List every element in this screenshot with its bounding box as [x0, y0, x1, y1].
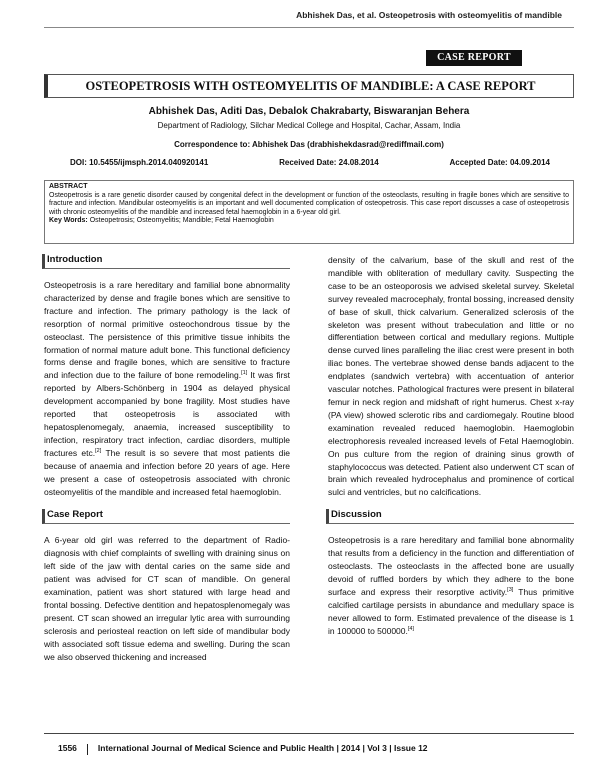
case-report-badge: CASE REPORT	[426, 50, 522, 66]
case-report-continued-paragraph: density of the calvarium, base of the skull and rest of the mandible with obliteration of medullary cavity. Suspecting the case to be an osteoporosis we advised skeletal survey. Skeletal survey revealed macrocephaly, frontal bossing, increased density of base of skull, thick calvarium. Generalized sclerosis of the skeleton was present without trabeculation and little or no differentiation between cortical and medullary regions. Multiple dense curved lines paralleling the iliac crest were present in both iliac bones. The vertebrae showed dense bands adjacent to the endplates (sandwich vertebra) with accentuation of anterior vascular notches. Pathological fractures were present in bilateral femur in neck region and midshaft of right humerus. Chest x-ray (PA view) showed sclerotic ribs and cardiomegaly. Routine blood examination revealed reduced haemoglobin. Haemoglobin electrophoresis revealed increased levels of Fetal Haemoglobin. On pus culture from the region of draining sinus growth of staphylococcus was detected. Patient also underwent CT scan of brain which revealed hydrocephalus and prominence of cortical sulci and ventricles, but no calcifications.	[328, 255, 574, 498]
doi[interactable]: DOI: 10.5455/ijmsph.2014.040920141	[70, 158, 209, 167]
page-footer	[58, 743, 428, 755]
citation-4[interactable]: [4]	[407, 625, 415, 632]
accepted-date: Accepted Date: 04.09.2014	[449, 158, 550, 167]
citation-2[interactable]: [2]	[95, 447, 102, 454]
keywords-label: Key Words:	[49, 217, 88, 225]
citation-1[interactable]: [1]	[241, 370, 248, 377]
correspondence: Correspondence to: Abhishek Das (drabhishekdasrad@rediffmail.com)	[174, 140, 444, 149]
keywords: Osteopetrosis; Osteomyelitis; Mandible; Fetal Haemoglobin	[89, 217, 274, 225]
abstract-box	[44, 180, 574, 244]
page-number: 1556	[58, 743, 77, 753]
running-head: Abhishek Das, et al. Osteopetrosis with osteomyelitis of mandible	[296, 10, 562, 20]
case-report-heading: Case Report	[42, 509, 290, 524]
journal-info: International Journal of Medical Science and Public Health | 2014 | Vol 3 | Issue 12	[97, 743, 428, 753]
citation-3[interactable]: [3]	[507, 587, 514, 594]
left-column	[44, 254, 290, 663]
header-rule	[44, 27, 574, 28]
case-report-paragraph: A 6-year old girl was referred to the department of Radio-diagnosis with chief complaints of swelling with draining sinus on left side of the jaw with dental caries on the same side and patient was advised for CT scan of mandible. On general examination, patient was short statured with large head and frontal bossing. Defective dentition and hepatosplenomegaly was present. CT scan showed an irregular lytic area with surrounding sclerosis and periosteal reaction on left side of mandibular body with associated soft tissue edema and swelling. During the scan we also observed thickening and increased	[44, 535, 290, 662]
introduction-heading: Introduction	[42, 254, 290, 269]
affiliation: Department of Radiology, Silchar Medical College and Hospital, Cachar, Assam, India	[157, 121, 461, 130]
right-column	[328, 254, 574, 637]
discussion-heading: Discussion	[326, 509, 574, 524]
discussion-paragraph: Osteopetrosis is a rare hereditary and familial bone abnormality that results from a deficiency in the function and differentiation of osteoclasts. The osteoclasts in the affected bone are usually devoid of ruffled borders by which they adhere to the bone surface and express their resorptive activity.[3] Thus primitive calcified cartilage persists in abundance and medullary space is never allowed to form. Estimated prevalence of the disease is 1 in 100000 to 500000.[4]	[328, 535, 574, 636]
author-list: Abhishek Das, Aditi Das, Debalok Chakrabarty, Biswaranjan Behera	[148, 106, 470, 117]
footer-rule	[44, 733, 574, 734]
received-date: Received Date: 24.08.2014	[279, 158, 379, 167]
abstract-text: Osteopetrosis is a rare genetic disorder caused by congenital defect in the development or function of the osteoclasts, resulting in fragile bones which are sensitive to fracture and infection. Mandibular osteomyelitis is an important and well documented complication of osteopetrosis. This case report discusses a case of osteopetrosis with chronic osteomyelitis of the mandible and increased fetal haemoglobin in a 6-year old girl.	[49, 191, 569, 216]
article-title: OSTEOPETROSIS WITH OSTEOMYELITIS OF MANDIBLE: A CASE REPORT	[44, 74, 574, 98]
article-meta	[70, 158, 550, 167]
abstract-label: ABSTRACT	[49, 183, 88, 190]
footer-separator	[87, 744, 88, 755]
introduction-paragraph: Osteopetrosis is a rare hereditary and familial bone abnormality characterized by dense and fragile bones which are sensitive to fracture and infection. The primary pathology is the lack of resorption of normal primitive osteochondrous tissue by the osteoclast. The persistence of this primitive tissue inhibits the formation of normal mature adult bone. This functional deficiency forms dense and fragile bones, which are sensitive to fracture and infection due to the failure of bone remodeling.[1] It was first reported by Albers-Schönberg in 1904 as delayed physical development accompanied by bone fragility. Most studies have reported that osteopetrosis is associated with hepatosplenomegaly, anaemia, increased susceptibility to infection, respiratory tract infection, cardiac disorders, multiple fractures etc.[2] The result is so severe that most patients die because of anaemia and infection before 20 years of age. Here we present a case of osteopetrosis associated with chronic osteomyelitis of the mandible and increased fetal haemoglobin.	[44, 280, 290, 497]
